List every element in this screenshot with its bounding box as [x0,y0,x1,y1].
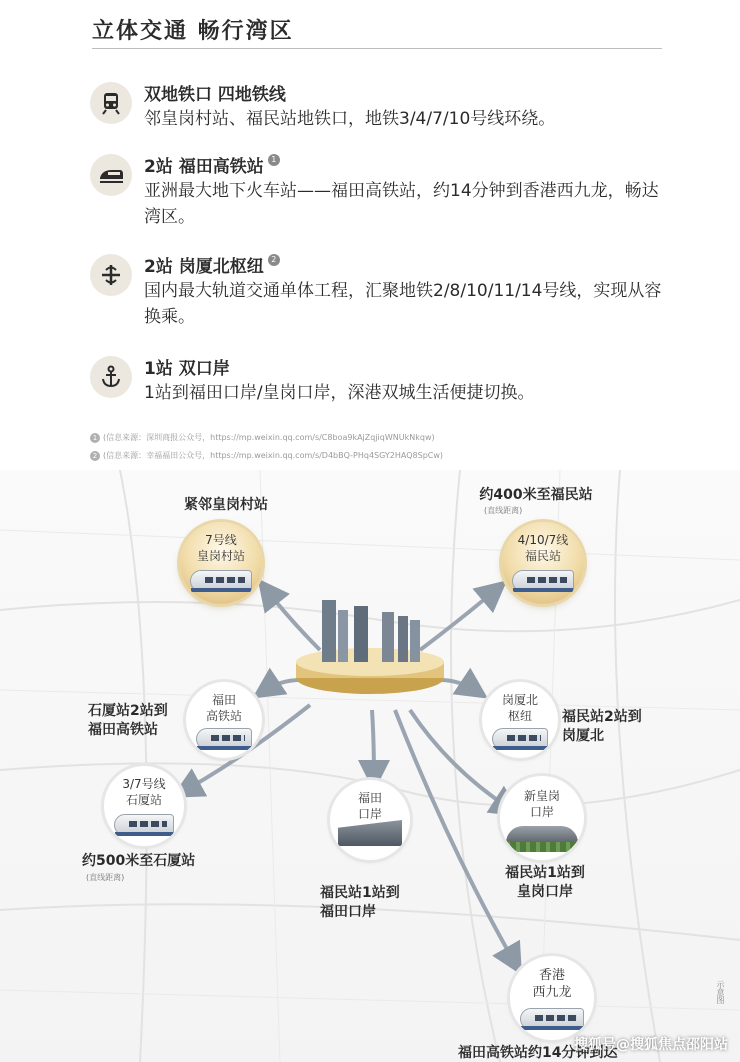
footnote-marker: 1 [268,154,280,166]
circle-huanggang-port: 新皇岗 口岸 [500,776,584,860]
metro-train-icon [492,728,548,750]
schematic-note: 示意图 [716,980,725,1004]
feature-body: 邻皇岗村站、福民站地铁口，地铁3/4/7/10号线环绕。 [144,109,556,129]
feature-body: 国内最大轨道交通单体工程，汇聚地铁2/8/10/11/14号线，实现从容换乘。 [144,281,662,327]
port-building-icon [338,820,402,846]
feature-heading: 2站 岗厦北枢纽 2 [144,252,280,277]
feature-heading: 1站 双口岸 [144,359,230,379]
metro-train-icon [90,82,132,124]
feature-port [90,354,680,410]
label-fumin-station: 约400米至福民站 [479,487,593,503]
feature-heading: 双地铁口 四地铁线 [144,85,286,105]
feature-heading: 2站 福田高铁站 1 [144,152,280,177]
location-map [0,470,740,1062]
map-background [0,470,740,1062]
feature-hub [90,252,680,332]
circle-gangxia-hub: 岗厦北 枢纽 [482,682,558,758]
title-divider [92,48,662,49]
label-futian-hsr: 石厦站2站到 福田高铁站 [88,703,168,738]
label-gangxia-hub: 福民站2站到 岗厦北 [562,709,642,744]
source-note: 2 (信息来源：幸福福田公众号，https://mp.weixin.qq.com/s/D4bBQ-PHq4SGY2HAQ8SpCw) [90,450,443,461]
label-futian-port: 福民站1站到 福田口岸 [320,885,400,920]
label-huanggang-station: 紧邻皇岗村站 [184,497,268,513]
distance-note: (直线距离) [484,506,523,515]
high-speed-train-icon [520,1008,584,1030]
circle-west-kowloon: 香港 西九龙 [510,956,594,1040]
footnote-marker: 2 [268,254,280,266]
watermark: 搜狐号@搜狐焦点邵阳站 [574,1037,728,1053]
circle-huanggang-station: 7号线 皇岗村站 [180,522,262,604]
high-speed-train-icon [90,154,132,196]
circle-futian-port: 福田 口岸 [330,780,410,860]
label-huanggang-port: 福民站1站到 皇岗口岸 [505,865,585,900]
high-speed-train-icon [196,728,252,750]
metro-train-icon [190,570,252,592]
circle-futian-hsr: 福田 高铁站 [186,682,262,758]
label-west-kowloon: 福田高铁站约14分钟到达 [458,1045,618,1061]
feature-metro [90,80,680,136]
distance-note: (直线距离) [86,873,125,882]
railway-hub-icon [90,254,132,296]
feature-hsr [90,152,680,232]
label-shixia-station: 约500米至石厦站 [82,853,196,869]
feature-body: 亚洲最大地下火车站——福田高铁站，约14分钟到香港西九龙，畅达湾区。 [144,181,659,227]
metro-train-icon [512,570,574,592]
feature-body: 1站到福田口岸/皇岗口岸，深港双城生活便捷切换。 [144,383,535,403]
source-note: 1 (信息来源：深圳商报公众号，https://mp.weixin.qq.com/s/C8boa9kAjZqjiqWNUkNkqw) [90,432,435,443]
circle-fumin-station: 4/10/7线 福民站 [502,522,584,604]
metro-train-icon [114,814,174,836]
anchor-icon [90,356,132,398]
page-title: 立体交通 畅行湾区 [92,19,294,44]
circle-shixia-station: 3/7号线 石厦站 [104,766,184,846]
